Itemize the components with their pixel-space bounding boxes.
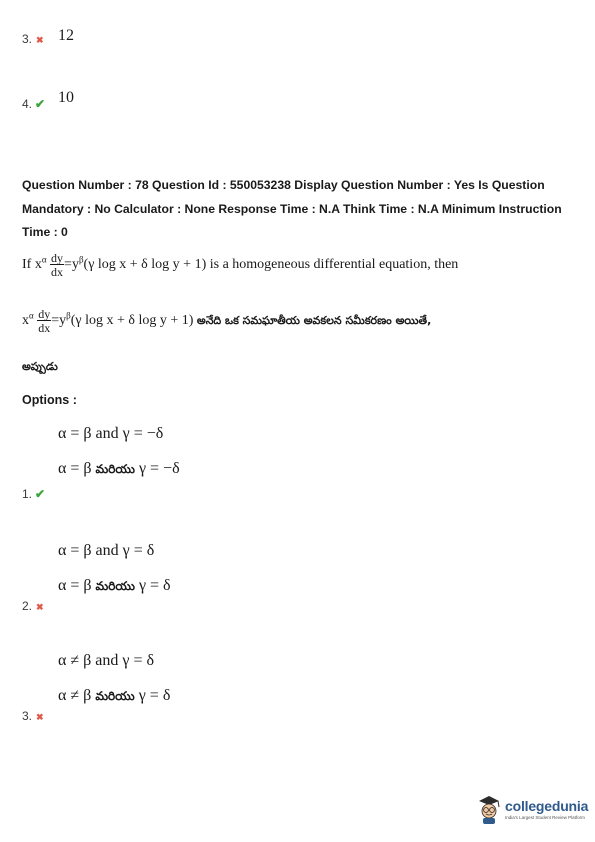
question-telugu: $x^\alpha$ $\frac{dy}{dx}$ $=y^\beta(\gamma$ log x + δ log y + 1) అనేది ఒక సమఘాతీయ అవకలన సమీకరణం అయితే, <box>22 307 432 335</box>
derivative-fraction: $\frac{dy}{dx}$ <box>38 307 51 335</box>
question-meta-line: Time : 0 <box>22 225 68 239</box>
derivative-fraction: $\frac{dy}{dx}$ <box>51 251 64 279</box>
option-2-marker <box>22 597 44 615</box>
cross-icon: ✖ <box>36 712 44 722</box>
option-2-english: α = β and γ = δ <box>58 542 155 559</box>
check-icon: ✔ <box>35 97 46 111</box>
question-meta-line: Mandatory : No Calculator : None Response Time : N.A Think Time : N.A Minimum Instruction <box>22 201 562 216</box>
question-english: If $x^\alpha$ $\frac{dy}{dx}$ $=y^\beta(\gamma$ log x + δ log y + 1) is a homogeneous differential equation, then <box>22 251 459 279</box>
option-3-english: α ≠ β and γ = δ <box>58 652 155 669</box>
question-meta <box>22 174 582 245</box>
collegedunia-logo <box>476 793 588 825</box>
cross-icon: ✖ <box>36 35 44 45</box>
prev-option-number: 3. <box>22 32 33 46</box>
mascot-icon <box>476 793 502 825</box>
logo-name: collegedunia <box>505 798 589 814</box>
prev-option-value: 10 <box>58 89 74 106</box>
option-1-telugu: α = β మరియు γ = −δ <box>58 460 180 477</box>
prev-option-number: 4. <box>22 97 33 111</box>
logo-tagline: India's Largest Student Review Platform <box>505 815 585 820</box>
question-meta-line: Question Number : 78 Question Id : 550053238 Display Question Number : Yes Is Question <box>22 178 545 192</box>
prev-option-4 <box>22 95 45 113</box>
cross-icon: ✖ <box>36 602 44 612</box>
option-1-marker <box>22 485 45 503</box>
option-2-telugu: α = β మరియు γ = δ <box>58 577 171 594</box>
prev-option-3 <box>22 30 44 48</box>
question-telugu-then: అప్పుడు <box>22 360 58 373</box>
option-number: 1. <box>22 487 33 501</box>
option-1-english: α = β and γ = −δ <box>58 425 164 442</box>
option-3-telugu: α ≠ β మరియు γ = δ <box>58 687 171 704</box>
option-3-marker <box>22 707 44 725</box>
option-number: 2. <box>22 599 33 613</box>
options-label: Options : <box>22 393 77 407</box>
check-icon: ✔ <box>35 487 46 501</box>
prev-option-value: 12 <box>58 27 74 44</box>
option-number: 3. <box>22 709 33 723</box>
